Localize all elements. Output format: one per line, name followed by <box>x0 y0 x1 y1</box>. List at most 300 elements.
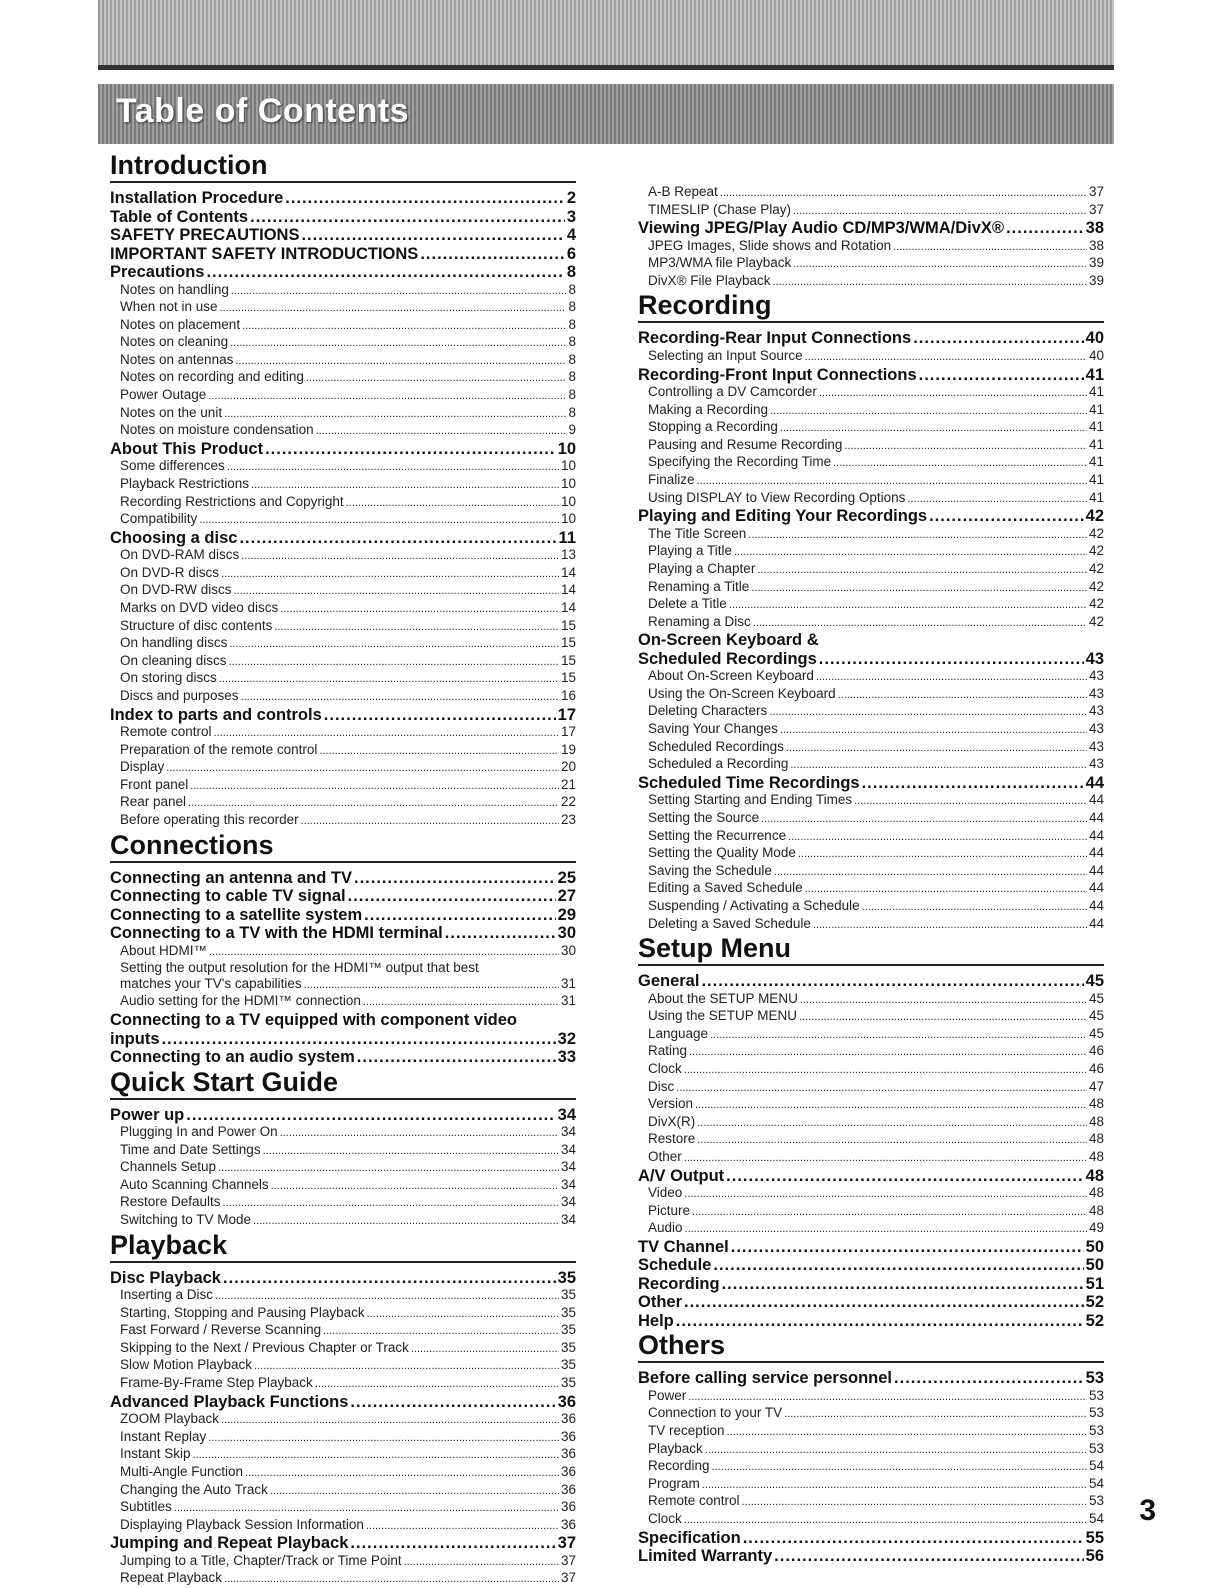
toc-entry-label: Compatibility <box>120 511 198 527</box>
toc-entry[interactable] <box>110 924 576 943</box>
toc-entry-label: Choosing a disc <box>110 528 238 547</box>
toc-page-number: 8 <box>568 299 576 315</box>
toc-page-number: 36 <box>560 1516 576 1532</box>
toc-subentry[interactable] <box>110 688 576 706</box>
toc-page-number: 44 <box>1088 792 1104 808</box>
toc-subentry[interactable] <box>638 454 1104 472</box>
toc-subentry[interactable] <box>110 458 576 476</box>
dot-leader <box>761 812 1087 828</box>
toc-subentry[interactable] <box>110 565 576 583</box>
toc-entry[interactable] <box>638 972 1104 991</box>
dot-leader <box>285 189 565 208</box>
toc-entry-label: ZOOM Playback <box>120 1411 220 1427</box>
toc-subentry[interactable] <box>638 273 1104 291</box>
toc-entry[interactable] <box>110 263 576 282</box>
toc-subentry[interactable] <box>638 828 1104 846</box>
dot-leader <box>323 1324 559 1340</box>
toc-entry[interactable] <box>638 1369 1104 1388</box>
toc-subentry[interactable] <box>638 739 1104 757</box>
toc-entry[interactable] <box>638 1293 1104 1312</box>
dot-leader <box>786 741 1087 757</box>
toc-subentry[interactable] <box>638 402 1104 420</box>
toc-entry-label: Slow Motion Playback <box>120 1357 253 1373</box>
toc-entry-label: Notes on cleaning <box>120 334 229 350</box>
dot-leader <box>367 1307 559 1323</box>
toc-entry[interactable] <box>110 440 576 459</box>
toc-page-number: 2 <box>566 189 576 207</box>
toc-entry[interactable] <box>638 650 1104 669</box>
toc-subentry[interactable] <box>110 1482 576 1500</box>
toc-entry-label: Playing a Title <box>648 543 733 559</box>
toc-subentry[interactable] <box>110 1212 576 1230</box>
toc-page-number: 8 <box>566 263 576 281</box>
toc-entry-label: Restore <box>648 1131 696 1147</box>
dot-leader <box>274 620 559 636</box>
toc-page-number: 45 <box>1088 1025 1104 1041</box>
toc-entry-label: Delete a Title <box>648 596 727 612</box>
toc-entry-label: Restore Defaults <box>120 1194 221 1210</box>
toc-subentry[interactable] <box>110 618 576 636</box>
toc-entry-label: Installation Procedure <box>110 189 284 207</box>
toc-subentry[interactable] <box>110 547 576 565</box>
dot-leader <box>727 1425 1087 1441</box>
toc-subentry[interactable] <box>110 494 576 512</box>
toc-entry[interactable] <box>110 1048 576 1067</box>
toc-subentry[interactable] <box>110 1464 576 1482</box>
dot-leader <box>304 978 559 994</box>
toc-page-number: 8 <box>568 281 576 297</box>
toc-subentry[interactable] <box>638 880 1104 898</box>
toc-page-number: 54 <box>1088 1458 1104 1474</box>
toc-entry-label: SAFETY PRECAUTIONS <box>110 226 300 244</box>
toc-entry[interactable] <box>110 887 576 906</box>
dot-leader <box>684 1151 1087 1167</box>
toc-subentry[interactable] <box>110 582 576 600</box>
toc-subentry[interactable] <box>638 238 1104 256</box>
toc-page-number: 10 <box>560 458 576 474</box>
toc-subentry[interactable] <box>110 1570 576 1588</box>
toc-entry[interactable] <box>638 1167 1104 1186</box>
dot-leader <box>793 204 1087 220</box>
toc-subentry[interactable] <box>110 976 576 994</box>
toc-subentry[interactable] <box>110 1322 576 1340</box>
toc-page-number: 36 <box>560 1499 576 1515</box>
toc-subentry[interactable] <box>638 184 1104 202</box>
dot-leader <box>676 1312 1084 1331</box>
toc-entry-label: About the SETUP MENU <box>648 990 798 1006</box>
toc-page-number: 40 <box>1085 329 1104 348</box>
toc-entry[interactable] <box>638 1547 1104 1566</box>
toc-entry[interactable] <box>638 1529 1104 1548</box>
toc-subentry[interactable] <box>110 1499 576 1517</box>
toc-entry-label: Starting, Stopping and Pausing Playback <box>120 1304 365 1320</box>
toc-subentry[interactable] <box>638 1493 1104 1511</box>
dot-leader <box>254 1359 559 1375</box>
dot-leader <box>800 993 1087 1009</box>
toc-right-column <box>638 184 1104 1566</box>
toc-page-number: 48 <box>1088 1202 1104 1218</box>
toc-entry[interactable] <box>638 1256 1104 1275</box>
toc-page-number: 8 <box>568 369 576 385</box>
toc-entry-label: Connection to your TV <box>648 1405 783 1421</box>
toc-page-number: 45 <box>1085 972 1104 991</box>
section-heading: Recording <box>638 290 1104 323</box>
dot-leader <box>445 924 556 943</box>
toc-subentry[interactable] <box>638 1061 1104 1079</box>
toc-entry-label: A-B Repeat <box>648 184 718 199</box>
toc-subentry[interactable] <box>110 334 576 352</box>
toc-subentry[interactable] <box>638 1185 1104 1203</box>
dot-leader <box>1006 219 1084 238</box>
toc-entry-label: Finalize <box>648 472 695 488</box>
toc-subentry[interactable] <box>638 668 1104 686</box>
dot-leader <box>364 906 555 925</box>
toc-page-number: 34 <box>560 1194 576 1210</box>
toc-entry-label: Structure of disc contents <box>120 617 273 633</box>
toc-subentry[interactable] <box>110 1305 576 1323</box>
toc-subentry[interactable] <box>638 792 1104 810</box>
toc-entry-label: Clock <box>648 1060 682 1076</box>
dot-leader <box>697 474 1087 490</box>
toc-subentry[interactable] <box>638 1423 1104 1441</box>
toc-page-number: 39 <box>1088 255 1104 271</box>
section-heading: Setup Menu <box>638 933 1104 966</box>
toc-entry[interactable] <box>110 1393 576 1412</box>
dot-leader <box>798 847 1087 863</box>
toc-entry-label: Jumping to a Title, Chapter/Track or Time Point <box>120 1552 402 1568</box>
toc-entry-label: Remote control <box>120 724 212 740</box>
toc-subentry[interactable] <box>110 387 576 405</box>
toc-subentry[interactable] <box>638 1026 1104 1044</box>
toc-entry[interactable] <box>638 219 1104 238</box>
toc-page-number: 42 <box>1088 596 1104 612</box>
dot-leader <box>702 1478 1087 1494</box>
toc-entry[interactable] <box>638 774 1104 793</box>
toc-subentry[interactable] <box>638 614 1104 632</box>
toc-subentry[interactable] <box>110 1553 576 1571</box>
dot-leader <box>162 1030 556 1049</box>
toc-entry-label: A/V Output <box>638 1166 725 1185</box>
toc-entry-label: Using DISPLAY to View Recording Options <box>648 489 906 505</box>
toc-subentry[interactable] <box>110 282 576 300</box>
dot-leader <box>684 1187 1087 1203</box>
toc-subentry[interactable] <box>638 845 1104 863</box>
dot-leader <box>894 1369 1084 1388</box>
toc-page-number: 48 <box>1088 1185 1104 1201</box>
toc-entry-label: Suspending / Activating a Schedule <box>648 897 860 913</box>
toc-subentry[interactable] <box>110 653 576 671</box>
toc-entry[interactable] <box>110 529 576 548</box>
dot-leader <box>692 1205 1087 1221</box>
toc-entry-label: Playing a Chapter <box>648 560 756 576</box>
toc-entry[interactable] <box>110 1269 576 1288</box>
toc-entry[interactable] <box>638 329 1104 348</box>
toc-page-number: 31 <box>560 975 576 991</box>
toc-subentry[interactable] <box>638 472 1104 490</box>
toc-entry-label: Pausing and Resume Recording <box>648 436 843 452</box>
dot-leader <box>241 549 559 565</box>
toc-subentry[interactable] <box>638 255 1104 273</box>
toc-entry[interactable] <box>110 1106 576 1125</box>
toc-entry[interactable] <box>638 366 1104 385</box>
toc-entry-label: matches your TV's capabilities <box>120 975 302 991</box>
toc-entry-label: Before operating this recorder <box>120 812 299 828</box>
toc-entry[interactable] <box>110 706 576 725</box>
dot-leader <box>241 690 559 706</box>
toc-entry-label: Clock <box>648 1510 682 1526</box>
toc-subentry[interactable] <box>110 1517 576 1535</box>
toc-entry-label: The Title Screen <box>648 525 747 541</box>
toc-subentry[interactable] <box>110 369 576 387</box>
toc-subentry[interactable] <box>110 1142 576 1160</box>
dot-leader <box>780 723 1087 739</box>
dot-leader <box>695 1098 1087 1114</box>
dot-leader <box>346 496 559 512</box>
dot-leader <box>753 616 1087 632</box>
toc-page-number: 34 <box>560 1141 576 1157</box>
toc-entry-label: Index to parts and controls <box>110 705 322 724</box>
toc-subentry[interactable] <box>638 1405 1104 1423</box>
toc-page-number: 35 <box>560 1375 576 1391</box>
toc-subentry[interactable] <box>110 1194 576 1212</box>
dot-leader <box>907 492 1087 508</box>
toc-entry-label: Stopping a Recording <box>648 419 778 435</box>
toc-subentry[interactable] <box>638 1220 1104 1238</box>
dot-leader <box>748 528 1087 544</box>
toc-entry-label: Repeat Playback <box>120 1570 223 1586</box>
toc-page-number: 50 <box>1085 1256 1104 1275</box>
dot-leader <box>816 670 1087 686</box>
toc-subentry[interactable] <box>638 810 1104 828</box>
dot-leader <box>363 995 559 1011</box>
toc-subentry[interactable] <box>110 600 576 618</box>
toc-subentry[interactable] <box>638 721 1104 739</box>
toc-subentry[interactable] <box>638 1511 1104 1529</box>
toc-entry-label: Specification <box>638 1528 741 1547</box>
toc-page-number: 16 <box>560 687 576 703</box>
toc-subentry[interactable] <box>638 579 1104 597</box>
toc-subentry[interactable] <box>110 422 576 440</box>
toc-subentry[interactable] <box>638 863 1104 881</box>
toc-page-number: 48 <box>1088 1096 1104 1112</box>
toc-page-number: 46 <box>1088 1043 1104 1059</box>
toc-subentry[interactable] <box>110 742 576 760</box>
toc-entry-label: Video <box>648 1185 683 1201</box>
toc-subentry[interactable] <box>638 1008 1104 1026</box>
dot-leader <box>208 389 566 405</box>
toc-entry-label: Notes on moisture condensation <box>120 422 314 438</box>
dot-leader <box>263 1144 559 1160</box>
toc-subentry[interactable] <box>110 670 576 688</box>
toc-entry-label: IMPORTANT SAFETY INTRODUCTIONS <box>110 244 419 263</box>
toc-entry-label: Display <box>120 759 165 775</box>
toc-subentry[interactable] <box>638 1079 1104 1097</box>
toc-subentry[interactable] <box>110 1411 576 1429</box>
toc-subentry[interactable] <box>110 1124 576 1142</box>
toc-subentry[interactable] <box>110 993 576 1011</box>
toc-subentry[interactable] <box>110 1287 576 1305</box>
toc-page-number: 35 <box>560 1287 576 1303</box>
toc-entry-label: Making a Recording <box>648 401 769 417</box>
toc-page-number: 45 <box>1088 1008 1104 1024</box>
toc-page-number: 10 <box>557 439 576 458</box>
toc-entry[interactable] <box>110 208 576 227</box>
toc-subentry[interactable] <box>110 1357 576 1375</box>
toc-page-number: 14 <box>560 600 576 615</box>
dot-leader <box>188 796 559 812</box>
toc-page-number: 37 <box>560 1570 576 1586</box>
toc-subentry[interactable] <box>110 759 576 777</box>
toc-page-number: 40 <box>1088 347 1104 363</box>
toc-entry-label: Scheduled Time Recordings <box>638 773 860 792</box>
toc-entry-label: Displaying Playback Session Information <box>120 1516 364 1532</box>
toc-page-number: 34 <box>560 1176 576 1192</box>
dot-leader <box>743 1529 1084 1548</box>
toc-subentry[interactable] <box>638 1149 1104 1167</box>
toc-subentry[interactable] <box>110 943 576 961</box>
toc-subentry[interactable] <box>638 202 1104 220</box>
toc-entry[interactable] <box>110 189 576 208</box>
dot-leader <box>420 245 565 264</box>
toc-entry-label: Rating <box>648 1043 688 1059</box>
toc-subentry[interactable] <box>638 991 1104 1009</box>
toc-subentry[interactable] <box>110 812 576 830</box>
toc-entry-heading-line: On-Screen Keyboard & <box>638 631 819 650</box>
dot-leader <box>206 263 564 282</box>
dot-leader <box>793 257 1087 273</box>
toc-page-number: 14 <box>560 582 576 598</box>
toc-subentry[interactable] <box>110 1446 576 1464</box>
toc-entry[interactable] <box>638 1275 1104 1294</box>
toc-subentry[interactable] <box>638 916 1104 934</box>
dot-leader <box>854 794 1087 810</box>
dot-leader <box>224 407 566 423</box>
toc-subentry[interactable] <box>638 596 1104 614</box>
toc-subentry[interactable] <box>638 561 1104 579</box>
dot-leader <box>166 761 559 777</box>
toc-subentry[interactable] <box>110 1159 576 1177</box>
toc-subentry[interactable] <box>638 1131 1104 1149</box>
toc-entry[interactable] <box>638 1238 1104 1257</box>
toc-subentry[interactable] <box>638 1388 1104 1406</box>
dot-leader <box>684 1063 1087 1079</box>
toc-subentry[interactable] <box>638 898 1104 916</box>
toc-subentry[interactable] <box>638 437 1104 455</box>
toc-entry[interactable] <box>110 245 576 264</box>
toc-entry[interactable] <box>110 906 576 925</box>
toc-page-number: 17 <box>560 724 576 740</box>
dot-leader <box>720 186 1087 202</box>
toc-entry-label: Changing the Auto Track <box>120 1481 268 1497</box>
dot-leader <box>250 208 565 227</box>
toc-page-number: 47 <box>1088 1078 1104 1094</box>
toc-entry-label: Before calling service personnel <box>638 1369 893 1388</box>
toc-subentry[interactable] <box>110 1340 576 1358</box>
toc-entry[interactable] <box>110 226 576 245</box>
dot-leader <box>862 900 1087 916</box>
toc-subentry[interactable] <box>638 1441 1104 1459</box>
toc-subentry[interactable] <box>638 1458 1104 1476</box>
toc-subentry[interactable] <box>110 724 576 742</box>
dot-leader <box>713 1256 1083 1275</box>
toc-entry-label: Instant Skip <box>120 1446 191 1462</box>
toc-entry-label: Connecting to a TV with the HDMI terminal <box>110 924 443 943</box>
toc-subentry[interactable] <box>638 526 1104 544</box>
toc-entry-label: Playback Restrictions <box>120 475 250 491</box>
dot-leader <box>751 581 1087 597</box>
toc-subentry[interactable] <box>110 1429 576 1447</box>
toc-entry-label: Playback <box>648 1440 703 1456</box>
toc-subentry[interactable] <box>638 490 1104 508</box>
toc-subentry[interactable] <box>638 384 1104 402</box>
toc-entry-label: Precautions <box>110 263 205 281</box>
toc-subentry[interactable] <box>110 1375 576 1393</box>
toc-subentry[interactable] <box>638 543 1104 561</box>
dot-leader <box>685 1222 1087 1238</box>
toc-subentry[interactable] <box>110 476 576 494</box>
toc-subentry[interactable] <box>110 635 576 653</box>
dot-leader <box>229 655 559 671</box>
toc-subentry[interactable] <box>638 703 1104 721</box>
toc-subentry[interactable] <box>638 1043 1104 1061</box>
toc-subentry[interactable] <box>110 777 576 795</box>
dot-leader <box>819 386 1087 402</box>
toc-subentry[interactable] <box>638 1114 1104 1132</box>
dot-leader <box>265 440 556 459</box>
dot-leader <box>221 567 559 583</box>
toc-subentry[interactable] <box>110 317 576 335</box>
toc-subentry[interactable] <box>638 756 1104 774</box>
toc-entry-label: Notes on the unit <box>120 404 223 420</box>
toc-subentry[interactable] <box>110 352 576 370</box>
toc-subentry[interactable] <box>638 1203 1104 1221</box>
toc-entry[interactable] <box>638 507 1104 526</box>
toc-entry-label: Plugging In and Power On <box>120 1124 278 1139</box>
toc-subentry[interactable] <box>638 686 1104 704</box>
toc-entry-label: Connecting an antenna and TV <box>110 868 353 887</box>
toc-subentry[interactable] <box>110 299 576 317</box>
toc-subentry[interactable] <box>110 1177 576 1195</box>
toc-entry[interactable] <box>638 1312 1104 1331</box>
toc-entry-label: Using the On-Screen Keyboard <box>648 685 836 701</box>
toc-entry-label: Power Outage <box>120 387 207 403</box>
toc-subentry[interactable] <box>638 1096 1104 1114</box>
toc-entry-label: Using the SETUP MENU <box>648 1008 798 1024</box>
toc-entry-label: Power <box>648 1387 687 1403</box>
toc-subentry[interactable] <box>638 1476 1104 1494</box>
toc-entry-label: Setting Starting and Ending Times <box>648 792 853 808</box>
toc-page-number: 13 <box>560 547 576 563</box>
toc-entry-label: Multi-Angle Function <box>120 1463 244 1479</box>
toc-subentry[interactable] <box>110 511 576 529</box>
toc-page-number: 23 <box>560 812 576 828</box>
dot-leader <box>223 1269 556 1288</box>
section-heading: Playback <box>110 1230 576 1263</box>
toc-entry[interactable] <box>110 1534 576 1553</box>
toc-page-number: 52 <box>1085 1293 1104 1312</box>
toc-subentry[interactable] <box>638 348 1104 366</box>
toc-entry-label: Connecting to an audio system <box>110 1048 355 1066</box>
toc-entry-label: Rear panel <box>120 794 187 810</box>
toc-entry[interactable] <box>110 869 576 888</box>
toc-subentry[interactable] <box>110 794 576 812</box>
toc-entry[interactable] <box>110 1030 576 1049</box>
toc-page-number: 14 <box>560 564 576 580</box>
toc-page-number: 15 <box>560 652 576 668</box>
toc-entry-label: Connecting to a satellite system <box>110 905 363 924</box>
toc-subentry[interactable] <box>638 419 1104 437</box>
toc-subentry[interactable] <box>110 405 576 423</box>
